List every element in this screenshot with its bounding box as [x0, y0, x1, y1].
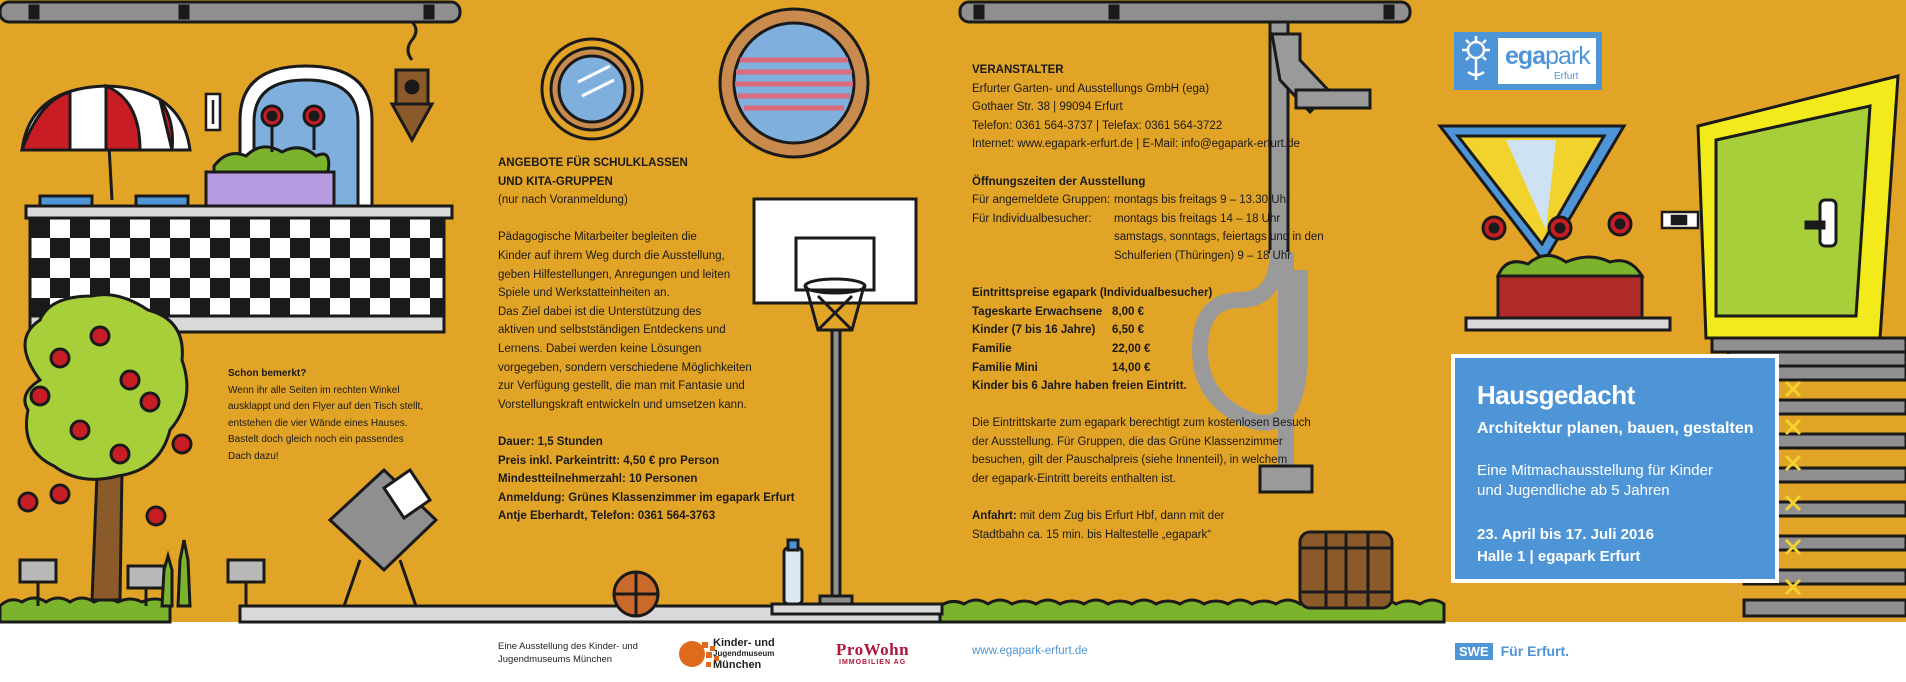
prowohn-logo[interactable]: ProWohn IMMOBILIEN AG [836, 640, 910, 666]
logo-word-bold: ega [1505, 42, 1546, 70]
ticket-line: besuchen, gilt der Pauschalpreis (siehe Innenteil), in welchem [972, 454, 1288, 467]
window-flower-box [1466, 213, 1670, 330]
hint-line: Bastelt doch gleich noch ein passendes [228, 434, 404, 446]
cover-date-line: 23. April bis 17. Juli 2016 [1477, 526, 1655, 543]
offers-heading: ANGEBOTE FÜR SCHULKLASSEN [498, 157, 688, 169]
mailbox [330, 470, 436, 612]
ticket-line: der Ausstellung. Für Gruppen, die das Grüne Klassenzimmer [972, 435, 1283, 448]
organizer-line: Telefon: 0361 564-3737 | Telefax: 0361 564-3722 [972, 119, 1223, 132]
apple-tree [19, 295, 191, 600]
offers-body-line: Vorstellungskraft entwickeln und umsetzen kann. [498, 398, 747, 411]
organizer-line: Erfurter Garten- und Ausstellungs GmbH (ega) [972, 82, 1210, 95]
hint-title: Schon bemerkt? [228, 368, 307, 379]
offers-detail: Preis inkl. Parkeintritt: 4,50 € pro Person [498, 454, 720, 467]
hanging-lamp [392, 22, 432, 140]
ticket-line: Die Eintrittskarte zum egapark berechtigt zum kostenlosen Besuch [972, 417, 1311, 430]
hint-block [228, 366, 423, 466]
organizer-heading: VERANSTALTER [972, 64, 1064, 76]
offers-body-line: Lernens. Dabei werden keine Lösungen [498, 342, 702, 355]
logo-word-light: park [1545, 42, 1590, 70]
swe-badge: SWE [1455, 643, 1493, 660]
hours-row: Für angemeldete Gruppen: montags bis freitags 9 – 13.30 Uhr [972, 194, 1290, 207]
website-link[interactable]: www.egapark-erfurt.de [972, 645, 1088, 657]
flower-logo-icon [1454, 32, 1498, 90]
hours-row: Für Individualbesucher: montags bis freitags 14 – 18 Uhr [972, 212, 1281, 225]
light-switch [1662, 212, 1698, 228]
egapark-logo[interactable] [1454, 32, 1602, 90]
price-row: Familie Mini 14,00 € [972, 361, 1151, 374]
hint-line: Wenn ihr alle Seiten im rechten Winkel [228, 384, 400, 396]
organizer-line: Gothaer Str. 38 | 99094 Erfurt [972, 101, 1123, 114]
triangle-window [1440, 126, 1624, 262]
footer-credit: Eine Ausstellung des Kinder- und Jugendmuseums München [498, 641, 638, 665]
logo-sub: Erfurt [1554, 71, 1579, 82]
offers-body-line: Das Ziel dabei ist die Unterstützung des [498, 305, 702, 318]
parasol [22, 86, 190, 200]
basketball [614, 572, 658, 616]
offers-block [498, 154, 795, 526]
price-row: Familie 22,00 € [972, 342, 1151, 355]
travel-line: Anfahrt: mit dem Zug bis Erfurt Hbf, dann mit der [972, 510, 1225, 523]
offers-detail: Anmeldung: Grünes Klassenzimmer im egapark Erfurt [498, 491, 795, 504]
porthole-small [542, 39, 642, 139]
offers-body-line: aktiven und selbstständigen Entdeckens und [498, 324, 726, 337]
swe-logo[interactable] [1455, 643, 1569, 661]
prices-heading: Eintrittspreise egapark (Individualbesucher) [972, 287, 1213, 300]
free-entry-note: Kinder bis 6 Jahre haben freien Eintritt. [972, 380, 1187, 393]
offers-note: (nur nach Voranmeldung) [498, 194, 628, 207]
offers-body-line: zur Verfügung gestellt, die man mit Fantasie und [498, 380, 745, 393]
hint-line: Dach dazu! [228, 450, 279, 462]
porthole-large [720, 9, 868, 157]
hours-row: Schulferien (Thüringen) 9 – 18 Uhr [1114, 249, 1292, 262]
water-bottle [784, 540, 802, 604]
price-row: Tageskarte Erwachsene 8,00 € [972, 305, 1144, 318]
cover-panel [1451, 354, 1779, 583]
cover-place-line: Halle 1 | egapark Erfurt [1477, 548, 1641, 565]
offers-detail: Dauer: 1,5 Stunden [498, 435, 603, 448]
swe-claim: Für Erfurt. [1500, 643, 1570, 659]
cover-dates [1477, 524, 1654, 568]
cover-title: Hausgedacht [1477, 380, 1635, 410]
flower-box [206, 106, 334, 206]
organizer-block [972, 61, 1324, 544]
hours-heading: Öffnungszeiten der Ausstellung [972, 175, 1146, 188]
offers-detail: Antje Eberhardt, Telefon: 0361 564-3763 [498, 510, 716, 523]
travel-label: Anfahrt: [972, 510, 1017, 523]
offers-body-line: Spiele und Werkstatteinheiten an. [498, 287, 670, 300]
price-row: Kinder (7 bis 16 Jahre) 6,50 € [972, 324, 1144, 337]
thermometer [206, 94, 220, 130]
offers-body-line: Kinder auf ihrem Weg durch die Ausstellung, [498, 249, 725, 262]
offers-detail: Mindestteilnehmerzahl: 10 Personen [498, 473, 698, 486]
cover-description: Eine Mitmachausstellung für Kinder und Jugendliche ab 5 Jahren [1477, 462, 1713, 499]
ceiling-pipe-left [0, 2, 460, 22]
garden-signs [20, 540, 264, 606]
offers-heading: UND KITA-GRUPPEN [498, 175, 613, 188]
hint-line: entstehen die vier Wände eines Hauses. [228, 417, 408, 429]
travel-line: Stadtbahn ca. 15 min. bis Haltestelle „egapark“ [972, 528, 1212, 541]
offers-body-line: geben Hilfestellungen, Anregungen und leiten [498, 268, 731, 281]
door [1698, 76, 1898, 338]
cover-subtitle: Architektur planen, bauen, gestalten [1477, 420, 1754, 437]
offers-body-line: vorgegeben, sondern verschiedene Möglichkeiten [498, 361, 752, 374]
ceiling-pipe-right [960, 2, 1410, 22]
offers-body-line: Pädagogische Mitarbeiter begleiten die [498, 231, 697, 244]
hours-row: samstags, sonntags, feiertags und in den [1114, 231, 1324, 244]
organizer-contact[interactable]: Internet: www.egapark-erfurt.de | E-Mail: info@egapark-erfurt.de [972, 138, 1300, 151]
kjm-logo-text[interactable]: Kinder- und Jugendmuseum München [713, 637, 775, 671]
hint-line: ausklappt und den Flyer auf den Tisch stellt, [228, 401, 424, 413]
ticket-line: der egapark-Eintritt bereits enthalten ist. [972, 473, 1176, 486]
